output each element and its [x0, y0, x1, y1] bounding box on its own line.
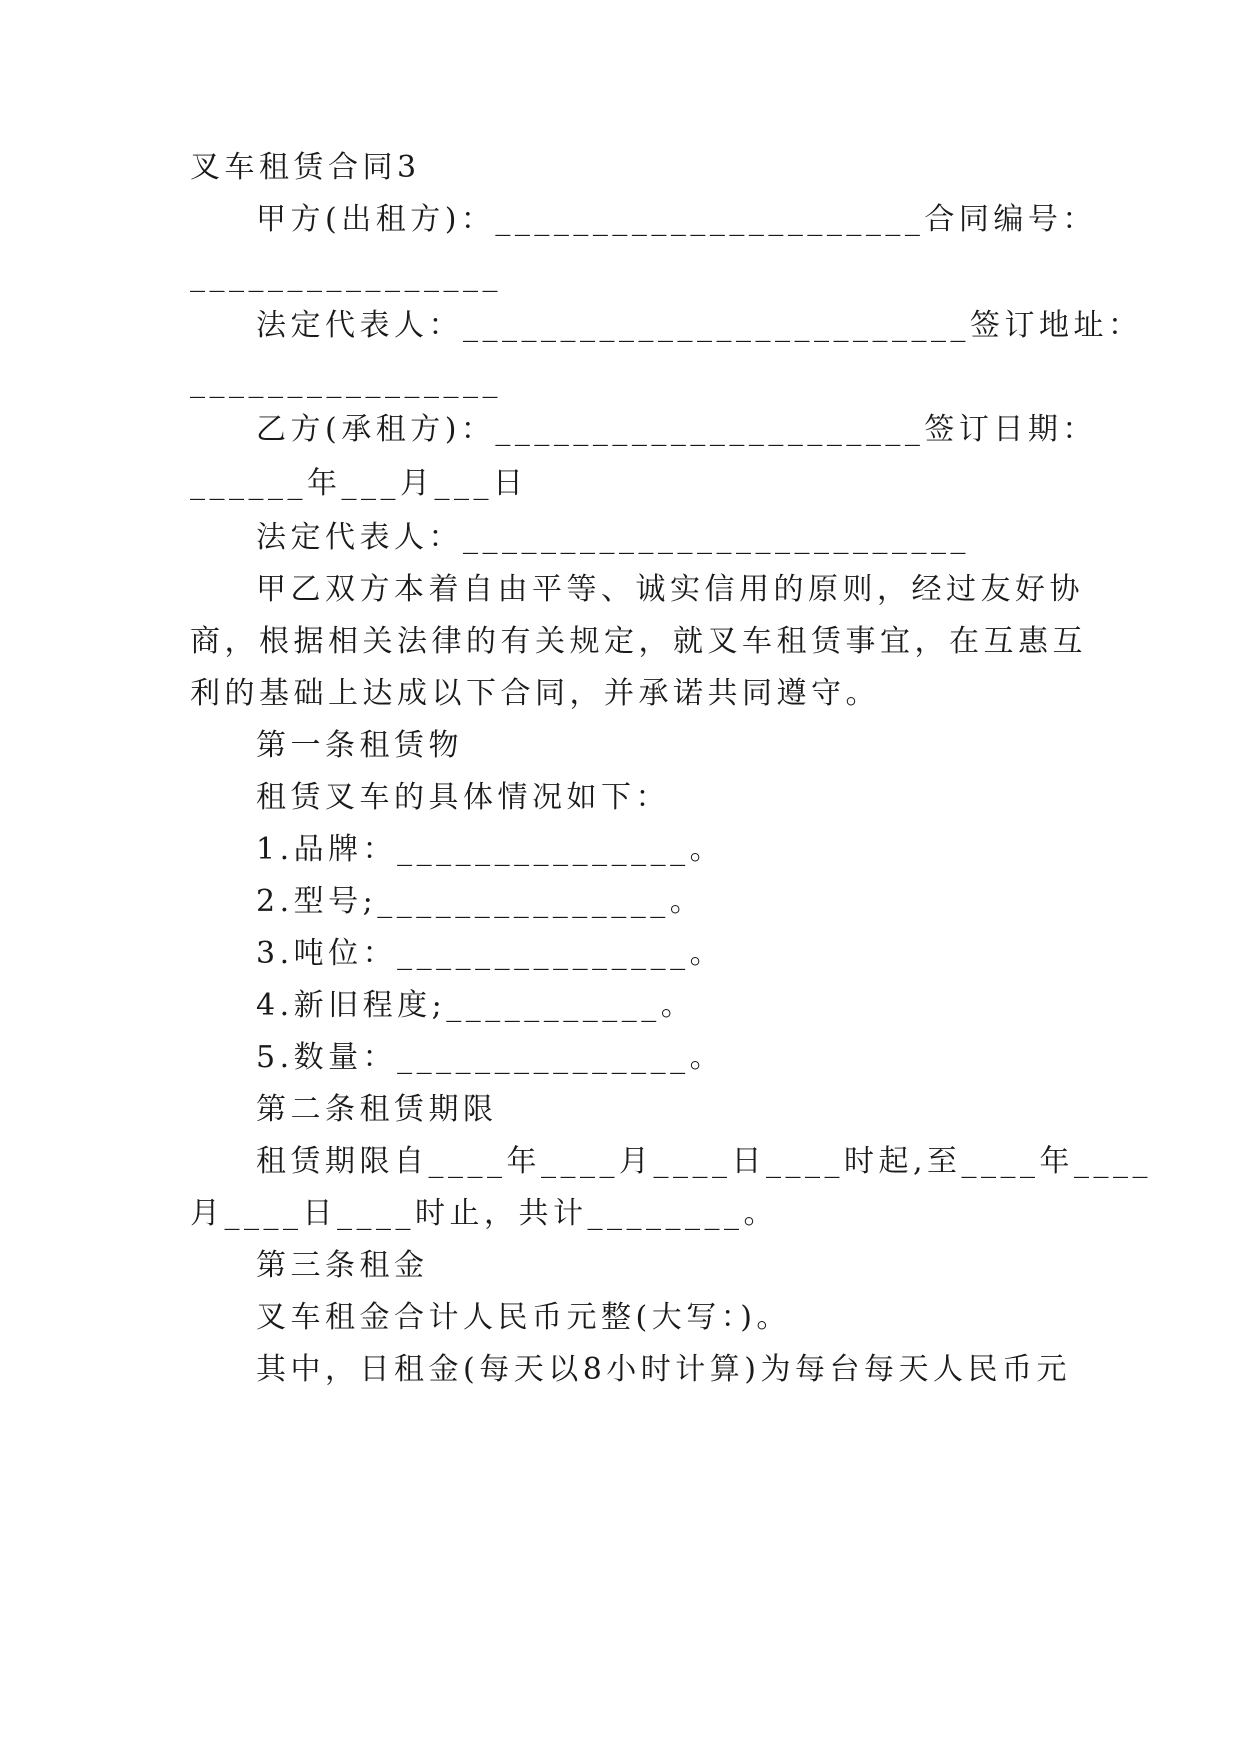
- article-3-heading: 第三条租金: [256, 1248, 429, 1283]
- item-tonnage: 3.吨位：_______________。: [256, 936, 725, 971]
- preamble-line-1: 甲乙双方本着自由平等、诚实信用的原则，经过友好协: [256, 572, 1084, 607]
- rent-total-line: 叉车租金合计人民币元整(大写：)。: [256, 1300, 791, 1335]
- party-b-line: 乙方(承租方)：______________________签订日期：: [256, 412, 1097, 447]
- lease-term-line-1: 租赁期限自____年____月____日____时起,至____年____: [256, 1144, 1153, 1179]
- daily-rent-line: 其中，日租金(每天以8小时计算)为每台每天人民币元: [256, 1352, 1071, 1387]
- party-a-line: 甲方(出租方)：______________________合同编号：: [256, 202, 1097, 237]
- sign-address-blank: ________________: [190, 364, 502, 399]
- item-condition: 4.新旧程度;___________。: [256, 988, 696, 1023]
- item-brand: 1.品牌：_______________。: [256, 832, 725, 867]
- lease-term-line-2: 月____日____时止，共计________。: [190, 1196, 778, 1231]
- legal-rep-b-line: 法定代表人：__________________________: [256, 520, 970, 555]
- sign-date-line: ______年___月___日: [190, 466, 528, 501]
- document-title: 叉车租赁合同3: [190, 150, 421, 185]
- article-2-heading: 第二条租赁期限: [256, 1092, 498, 1127]
- legal-rep-a-line: 法定代表人：__________________________签订地址：: [256, 308, 1143, 343]
- item-model: 2.型号;_______________。: [256, 884, 705, 919]
- item-quantity: 5.数量：_______________。: [256, 1040, 725, 1075]
- article-1-intro: 租赁叉车的具体情况如下：: [256, 780, 670, 815]
- article-1-heading: 第一条租赁物: [256, 728, 463, 763]
- contract-number-blank: ________________: [190, 258, 502, 293]
- preamble-line-2: 商，根据相关法律的有关规定，就叉车租赁事宜，在互惠互: [190, 624, 1087, 659]
- preamble-line-3: 利的基础上达成以下合同，并承诺共同遵守。: [190, 676, 880, 711]
